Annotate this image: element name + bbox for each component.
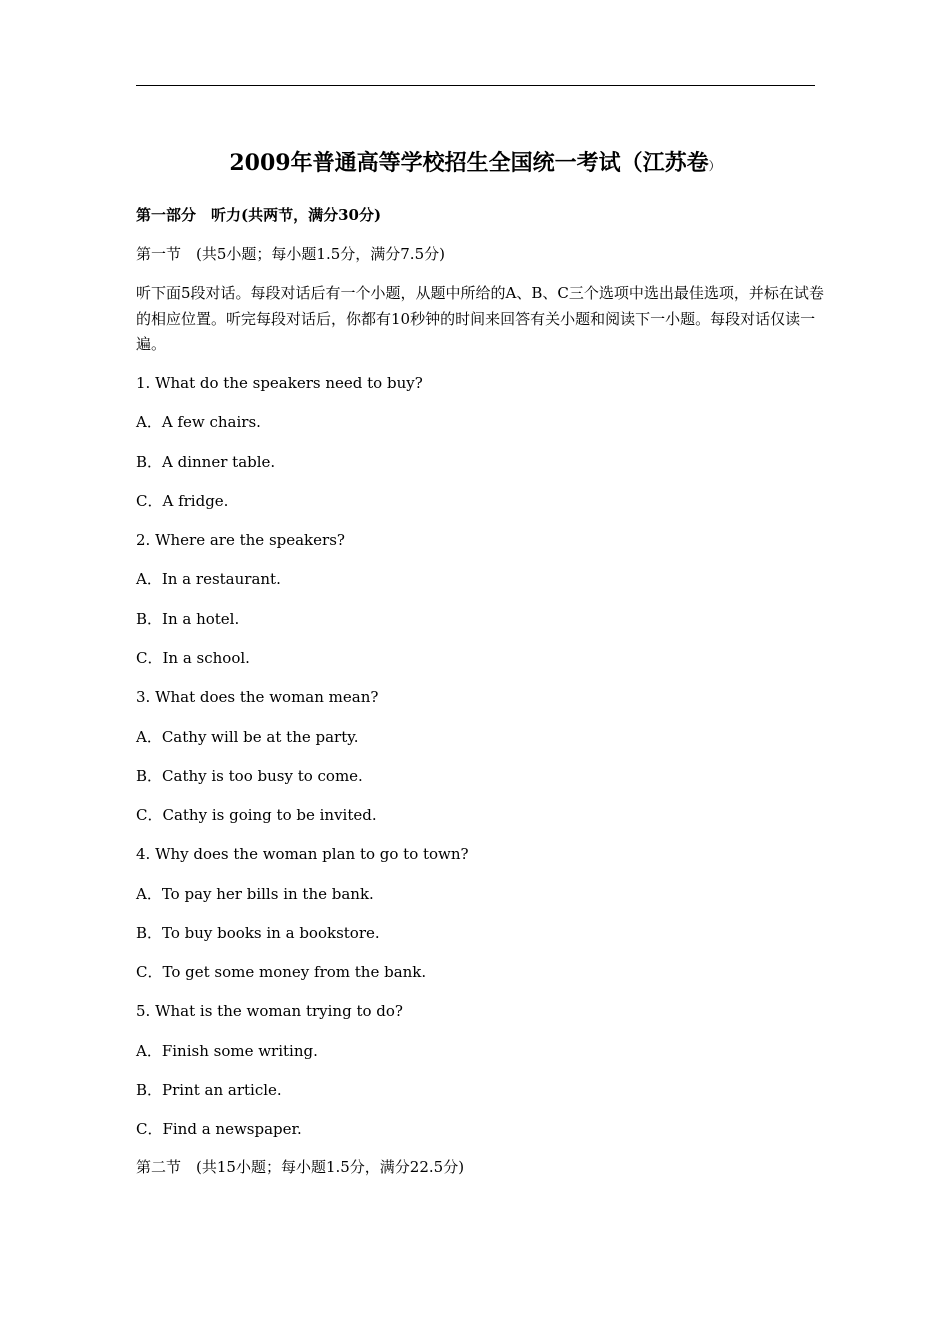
listening-instructions: 听下面5段对话。每段对话后有一个小题，从题中所给的A、B、C三个选项中选出最佳选项，并标在试卷的相应位置。听完每段对话后，你都有10秒钟的时间来回答有关小题和阅读下一小题。每段对话仅读一遍。 xyxy=(136,284,824,353)
question-5-option-a: A．Finish some writing. xyxy=(136,1042,318,1060)
question-4-stem: 4. Why does the woman plan to go to town? xyxy=(136,845,469,863)
question-2-option-a: A．In a restaurant. xyxy=(136,570,281,588)
question-5-option-b: B．Print an article. xyxy=(136,1081,282,1099)
question-5-stem: 5. What is the woman trying to do? xyxy=(136,1002,403,1020)
question-1-option-c: C．A fridge. xyxy=(136,492,229,510)
question-2-option-c: C．In a school. xyxy=(136,649,250,667)
question-4-option-c: C．To get some money from the bank. xyxy=(136,963,427,981)
question-1-option-b: B．A dinner table. xyxy=(136,453,276,471)
question-1-stem: 1. What do the speakers need to buy? xyxy=(136,374,423,392)
header-rule xyxy=(136,85,815,86)
exam-title-close-paren: ） xyxy=(708,159,721,173)
exam-title-text: 2009年普通高等学校招生全国统一考试（江苏卷 xyxy=(229,150,709,176)
question-3-stem: 3. What does the woman mean? xyxy=(136,688,379,706)
question-4-option-a: A．To pay her bills in the bank. xyxy=(136,885,374,903)
question-3-option-b: B．Cathy is too busy to come. xyxy=(136,767,363,785)
question-4-option-b: B．To buy books in a bookstore. xyxy=(136,924,380,942)
question-5-option-c: C．Find a newspaper. xyxy=(136,1120,302,1138)
question-2-option-b: B．In a hotel. xyxy=(136,610,240,628)
section1-heading: 第一节 (共5小题；每小题1.5分，满分7.5分) xyxy=(136,245,445,263)
question-3-option-a: A．Cathy will be at the party. xyxy=(136,728,359,746)
exam-title xyxy=(0,145,950,184)
question-2-stem: 2. Where are the speakers? xyxy=(136,531,345,549)
part1-heading: 第一部分 听力(共两节，满分30分) xyxy=(136,206,382,224)
section2-heading: 第二节 (共15小题；每小题1.5分，满分22.5分) xyxy=(136,1158,465,1176)
question-3-option-c: C．Cathy is going to be invited. xyxy=(136,806,377,824)
question-1-option-a: A．A few chairs. xyxy=(136,413,261,431)
